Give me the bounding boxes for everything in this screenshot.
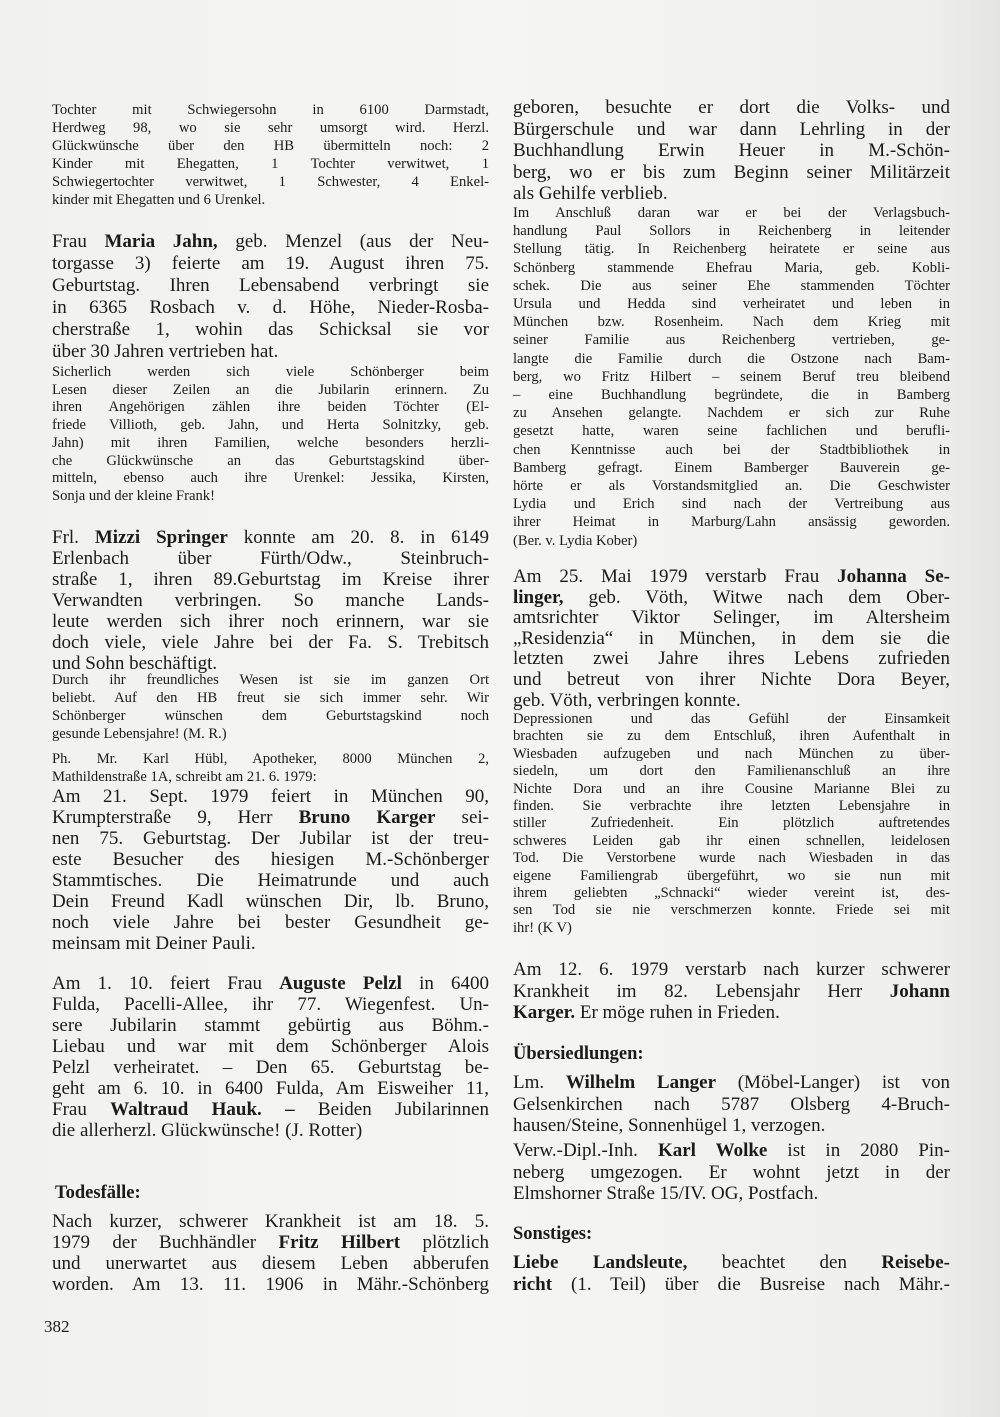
text-line	[52, 275, 489, 297]
text-line	[52, 1099, 489, 1120]
text-line	[513, 815, 950, 832]
text-segment: Verwandten verbringen. So manche Lands-	[52, 590, 489, 611]
text-line	[513, 850, 950, 867]
text-segment: ihr! (K V)	[513, 919, 572, 936]
text-segment: Nach kurzer, schwerer Krankheit ist am 18. 5.	[52, 1211, 489, 1232]
text-line	[52, 253, 489, 275]
bold-name: Johanna Se-	[837, 566, 950, 587]
text-line	[513, 422, 950, 440]
text-line	[513, 331, 950, 349]
text-segment: noch viele Jahre bei bester Gesundheit ge-	[52, 912, 489, 933]
paragraph-karl-huebl-letter	[52, 750, 489, 786]
paragraph-reisebericht-notice	[513, 1252, 950, 1295]
text-line	[52, 341, 489, 363]
text-line	[513, 763, 950, 780]
text-segment: mitteln, ebenso auch ihre Urenkel: Jessika, Kirsten,	[52, 470, 489, 487]
text-line	[52, 417, 489, 435]
text-segment: Bamberg gefragt. Einem Bamberger Bauverein ge-	[513, 459, 950, 476]
heading-sonstiges: Sonstiges:	[513, 1224, 593, 1244]
text-line	[513, 477, 950, 495]
text-line	[52, 1036, 489, 1057]
text-line	[513, 1072, 950, 1094]
text-segment: Glückwünsche über den HB übermitteln noch: 2	[52, 138, 489, 154]
text-segment: worden. Am 13. 11. 1906 in Mähr.-Schönberg	[52, 1274, 489, 1295]
text-segment: als Gehilfe verblieb.	[513, 183, 668, 204]
text-segment: und unerwartet aus diesem Leben abberufen	[52, 1253, 489, 1274]
text-segment: finden. Sie verbrachte ihre letzten Lebensjahre in	[513, 798, 950, 815]
text-segment: Jahn) mit ihren Familien, welche besonders herzli-	[52, 434, 489, 451]
text-segment: sen Tod sie nie verschmerzen konnte. Friede sei mit	[513, 902, 950, 919]
bold-name: Bruno Karger	[298, 807, 436, 828]
text-line	[513, 649, 950, 670]
text-segment: hörte er als Vorstandsmitglied an. Die Geschwister	[513, 478, 950, 495]
text-line	[52, 750, 489, 768]
text-line	[513, 204, 950, 222]
text-line	[52, 611, 489, 632]
text-segment: Buchhandlung Erwin Heuer in M.-Schön-	[513, 140, 950, 161]
text-line	[52, 231, 489, 253]
text-segment: cherstraße 1, wohin das Schicksal sie vor	[52, 319, 489, 340]
text-line	[52, 870, 489, 891]
text-line	[52, 1078, 489, 1099]
text-segment: Kinder mit Ehegatten, 1 Tochter verwitwet, 1	[52, 156, 489, 172]
text-line	[513, 798, 950, 815]
text-line	[513, 868, 950, 885]
text-segment: zu Ansehen gelangte. Nachdem er sich zur Ruhe	[513, 405, 950, 422]
text-segment: Schwiegertochter verwitwet, 1 Schwester, 4 Enkel-	[52, 174, 489, 190]
text-line	[52, 470, 489, 488]
text-segment: meinsam mit Deiner Pauli.	[52, 933, 256, 954]
text-line	[52, 319, 489, 341]
text-segment: Liebau und war mit dem Schönberger Alois	[52, 1036, 489, 1057]
text-segment: este Besucher des hiesigen M.-Schönberger	[52, 849, 489, 870]
text-segment: Fulda, Pacelli-Allee, ihr 77. Wiegenfest. Un-	[52, 994, 489, 1015]
text-line	[52, 849, 489, 870]
text-line	[513, 920, 950, 937]
text-line	[52, 155, 489, 173]
text-segment: ihrer Heimat in Marburg/Lahn ansässig geworden.	[513, 514, 950, 531]
text-line	[513, 532, 950, 550]
text-line	[52, 137, 489, 155]
text-segment: (1. Teil) über die Busreise nach Mähr.-	[552, 1273, 950, 1295]
bold-name: richt	[513, 1273, 553, 1295]
text-segment: straße 1, ihren 89.Geburtstag im Kreise ihrer	[52, 569, 489, 590]
text-segment: ist in 2080 Pin-	[767, 1140, 950, 1161]
text-line	[513, 711, 950, 728]
paragraph-mizzi-springer	[52, 527, 489, 674]
bold-name: Fritz Hilbert	[278, 1232, 401, 1253]
text-segment: Verw.-Dipl.-Inh.	[513, 1140, 658, 1161]
text-segment: stiller Zufriedenheit. Ein plötzlich auftretendes	[513, 815, 950, 832]
text-line	[513, 746, 950, 763]
text-segment: chen Kenntnisse auch bei der Stadtbibliothek in	[513, 441, 950, 458]
text-segment: „Residenzia“ in München, in dem sie die	[513, 627, 950, 649]
text-segment: handlung Paul Sollors in Reichenberg in leitender	[513, 223, 950, 240]
bold-name: Karger.	[513, 1002, 576, 1023]
text-segment: amtsrichter Viktor Selinger, im Altersheim	[513, 607, 950, 629]
text-line	[52, 1015, 489, 1036]
text-line	[513, 368, 950, 386]
text-line	[52, 435, 489, 453]
text-line	[52, 973, 489, 994]
text-segment: Krumpterstraße 9, Herr	[52, 807, 299, 828]
text-line	[513, 140, 950, 162]
paragraph-wilhelm-langer	[513, 1072, 950, 1137]
text-segment: 1979 der Buchhändler	[52, 1232, 279, 1253]
text-line	[52, 707, 489, 725]
text-segment: kinder mit Ehegatten und 6 Urenkel.	[52, 192, 266, 208]
text-segment: sei-	[435, 807, 489, 828]
text-line	[52, 191, 489, 209]
text-segment: gesetzt hatte, waren seine fachlichen und berufli-	[513, 423, 950, 440]
text-segment: Ph. Mr. Karl Hübl, Apotheker, 8000 München 2,	[52, 751, 489, 767]
text-segment: Tod. Die Verstorbene wurde nach Wiesbaden in das	[513, 850, 950, 867]
text-line	[52, 828, 489, 849]
bold-name: Maria Jahn,	[104, 231, 218, 252]
text-segment: seiner Familie aus Reichenberg vertrieben, ge-	[513, 332, 950, 349]
paragraph-johanna-selinger	[513, 567, 950, 711]
text-line	[513, 222, 950, 240]
text-line	[513, 1162, 950, 1184]
bold-name: Reisebe-	[881, 1252, 950, 1273]
text-segment: ihrem geliebten „Schnacki“ wieder vereint ist, des-	[513, 885, 950, 902]
text-line	[52, 1120, 489, 1141]
text-line	[513, 885, 950, 902]
text-line	[52, 1232, 489, 1253]
text-segment: doch viele, viele Jahre bei der Fa. S. Trebitsch	[52, 632, 489, 653]
text-line	[513, 441, 950, 459]
bold-name: Karl Wolke	[657, 1140, 768, 1161]
text-segment: Ursula und Hedda sind verheiratet und leben in	[513, 296, 950, 313]
text-line	[513, 240, 950, 258]
text-line	[513, 781, 950, 798]
text-segment: in 6365 Rosbach v. d. Höhe, Nieder-Rosba-	[52, 297, 489, 318]
text-segment: eigene Familiengrab übergeführt, wo sie nun mit	[513, 867, 950, 884]
text-line	[513, 959, 950, 981]
text-segment: friede Villioth, geb. Jahn, und Herta Solnitzky, geb.	[52, 417, 489, 434]
text-segment: (Ber. v. Lydia Kober)	[513, 532, 638, 549]
text-segment: Lesen dieser Zeilen an die Jubilarin erinnern. Zu	[52, 381, 489, 398]
text-line	[513, 350, 950, 368]
text-line	[513, 1094, 950, 1116]
text-segment: Beiden Jubilarinnen	[294, 1099, 489, 1120]
text-segment: ihren Angehörigen zählen ihre beiden Töchter (El-	[52, 399, 489, 416]
text-line	[513, 277, 950, 295]
text-line	[52, 912, 489, 933]
text-line	[513, 629, 950, 650]
text-segment: geht am 6. 10. in 6400 Fulda, Am Eisweiher 11,	[52, 1078, 489, 1099]
paragraph-johann-karger	[513, 959, 950, 1024]
text-segment: – eine Buchhandlung begründete, die in Bamberg	[513, 387, 950, 404]
text-line	[52, 807, 489, 828]
text-segment: Schönberg stammende Ehefrau Maria, geb. Kobli-	[513, 259, 950, 276]
heading-todesfaelle: Todesfälle:	[55, 1183, 141, 1203]
text-line	[52, 569, 489, 590]
text-line	[513, 162, 950, 184]
text-line	[513, 588, 950, 609]
text-segment: Schönberger wünschen dem Geburtstagskind noch	[52, 708, 489, 724]
text-segment: Am 1. 10. feiert Frau	[52, 973, 280, 994]
text-segment: berg, wo Fritz Hilbert – seinem Beruf treu bleibend	[513, 368, 950, 385]
text-segment: nen 75. Geburtstag. Der Jubilar ist der treu-	[52, 828, 489, 849]
text-segment: Frau	[52, 231, 105, 252]
text-line	[513, 97, 950, 119]
text-segment: geb. Vöth, verbringen konnte.	[513, 689, 741, 711]
bold-name: Liebe Landsleute,	[513, 1252, 688, 1273]
text-line	[52, 891, 489, 912]
text-segment: Krankheit im 82. Lebensjahr Herr	[513, 980, 890, 1002]
text-line	[52, 786, 489, 807]
text-line	[52, 173, 489, 191]
text-segment: geboren, besuchte er dort die Volks- und	[513, 97, 950, 118]
paragraph-johanna-selinger-details	[513, 711, 950, 937]
text-line	[52, 364, 489, 382]
text-segment: (Möbel-Langer) ist von	[716, 1072, 951, 1093]
text-segment: Lm.	[513, 1072, 566, 1093]
text-segment: Stammtisches. Die Heimatrunde und auch	[52, 870, 489, 891]
paragraph-fritz-hilbert	[52, 1211, 489, 1295]
text-segment: in 6400	[401, 973, 490, 994]
paragraph-family-greetings	[52, 101, 489, 209]
text-line	[52, 933, 489, 954]
text-segment: Durch ihr freundliches Wesen ist sie im ganzen Ort	[52, 672, 489, 688]
text-segment: Bürgerschule und war dann Lehrling in der	[513, 118, 950, 140]
text-segment: Pelzl verheiratet. – Den 65. Geburtstag be-	[52, 1057, 489, 1078]
text-line	[52, 1211, 489, 1232]
text-line	[513, 981, 950, 1003]
text-line	[52, 768, 489, 786]
text-segment: schek. Die aus seiner Ehe stammenden Töchter	[513, 277, 950, 294]
text-segment: gesunde Lebensjahre! (M. R.)	[52, 726, 227, 742]
text-segment: sere Jubilarin stammt gebürtig aus Böhm.-	[52, 1015, 489, 1036]
text-line	[513, 183, 950, 205]
text-segment: Depressionen und das Gefühl der Einsamkeit	[513, 711, 950, 727]
text-line	[513, 386, 950, 404]
text-segment: beliebt. Auf den HB freut sie sich immer sehr. Wir	[52, 690, 489, 706]
text-segment: Herdweg 98, wo sie sehr umsorgt wird. Herzl.	[52, 120, 489, 136]
text-segment: Mathildenstraße 1A, schreibt am 21. 6. 1979:	[52, 769, 317, 785]
text-line	[52, 548, 489, 569]
text-line	[513, 259, 950, 277]
text-line	[513, 1183, 950, 1205]
text-line	[513, 1002, 950, 1024]
text-line	[52, 297, 489, 319]
text-segment: Am 21. Sept. 1979 feiert in München 90,	[52, 786, 489, 807]
text-segment: Frl.	[52, 527, 95, 548]
text-line	[513, 691, 950, 712]
text-line	[52, 1274, 489, 1295]
text-line	[52, 590, 489, 611]
text-segment: torgasse 3) feierte am 19. August ihren 75.	[52, 253, 489, 274]
text-line	[513, 459, 950, 477]
text-line	[52, 632, 489, 653]
paragraph-bruno-karger	[52, 786, 489, 954]
paragraph-auguste-pelzl	[52, 973, 489, 1141]
text-segment: siedeln, um dort den Familienanschluß an ihre	[513, 763, 950, 780]
text-segment: Wiesbaden aufzugeben und nach München zu über-	[513, 745, 950, 762]
text-segment: letzten zwei Jahre ihres Lebens zufrieden	[513, 648, 950, 670]
text-segment: die allerherzl. Glückwünsche! (J. Rotter)	[52, 1120, 363, 1141]
text-segment: Er möge ruhen in Frieden.	[575, 1002, 780, 1023]
text-line	[52, 119, 489, 137]
text-line	[52, 382, 489, 400]
text-line	[52, 101, 489, 119]
text-line	[513, 833, 950, 850]
text-line	[513, 728, 950, 745]
text-segment: und betreut von ihrer Nichte Dora Beyer,	[513, 668, 950, 690]
text-line	[52, 671, 489, 689]
text-segment: leute werden sich ihrer noch erinnern, war sie	[52, 611, 489, 632]
text-segment: Im Anschluß daran war er bei der Verlagsbuch-	[513, 205, 950, 221]
text-line	[513, 1274, 950, 1296]
text-segment: Frau	[52, 1099, 111, 1120]
text-line	[513, 567, 950, 588]
text-line	[513, 670, 950, 691]
text-line	[513, 1140, 950, 1162]
text-segment: Am 25. Mai 1979 verstarb Frau	[513, 566, 838, 587]
text-segment: über 30 Jahren vertrieben hat.	[52, 341, 279, 362]
text-line	[52, 689, 489, 707]
text-segment: che Glückwünsche an das Geburtstagskind über-	[52, 452, 489, 469]
paragraph-fritz-hilbert-continued	[513, 97, 950, 205]
text-segment: Tochter mit Schwiegersohn in 6100 Darmstadt,	[52, 102, 489, 118]
paragraph-maria-jahn	[52, 231, 489, 363]
bold-name: Waltraud Hauk. –	[110, 1099, 295, 1120]
text-segment: Erlenbach über Fürth/Odw., Steinbruch-	[52, 548, 489, 569]
text-line	[52, 1253, 489, 1274]
text-segment: Lydia und Erich sind nach der Vertreibung aus	[513, 496, 950, 513]
text-segment: plötzlich	[400, 1232, 489, 1253]
text-line	[52, 453, 489, 471]
bold-name: Mizzi Springer	[94, 527, 228, 548]
bold-name: linger,	[513, 586, 564, 608]
bold-name: Johann	[889, 980, 950, 1002]
text-segment: Am 12. 6. 1979 verstarb nach kurzer schwerer	[513, 959, 950, 980]
text-segment: langte die Familie durch die Ostzone nach Bam-	[513, 350, 950, 367]
text-line	[52, 527, 489, 548]
text-line	[513, 404, 950, 422]
heading-uebersiedlungen: Übersiedlungen:	[513, 1044, 644, 1064]
text-segment: Gelsenkirchen nach 5787 Olsberg 4-Bruch-	[513, 1093, 950, 1115]
text-line	[513, 495, 950, 513]
text-line	[52, 994, 489, 1015]
text-segment: brachten sie zu dem Entschluß, ihren Aufenthalt in	[513, 728, 950, 745]
text-line	[52, 725, 489, 743]
text-segment: Elmshorner Straße 15/IV. OG, Postfach.	[513, 1183, 819, 1204]
text-segment: geb. Menzel (aus der Neu-	[217, 231, 489, 252]
text-line	[513, 1252, 950, 1274]
text-segment: beachtet den	[687, 1252, 882, 1273]
text-line	[52, 488, 489, 506]
text-line	[513, 902, 950, 919]
text-line	[52, 399, 489, 417]
page-number: 382	[44, 1317, 70, 1336]
text-line	[513, 119, 950, 141]
text-segment: und Sohn beschäftigt.	[52, 653, 218, 674]
text-line	[513, 608, 950, 629]
bold-name: Auguste Pelzl	[279, 973, 402, 994]
paragraph-maria-jahn-details	[52, 364, 489, 506]
bold-name: Wilhelm Langer	[565, 1072, 717, 1093]
text-line	[513, 295, 950, 313]
paragraph-karl-wolke	[513, 1140, 950, 1205]
text-segment: neberg umgezogen. Er wohnt jetzt in der	[513, 1161, 950, 1183]
text-segment: Nichte Dora und an ihre Cousine Marianne Blei zu	[513, 780, 950, 797]
paragraph-fritz-hilbert-career	[513, 204, 950, 550]
text-line	[513, 313, 950, 331]
text-line	[52, 1057, 489, 1078]
text-segment: Stellung tätig. In Reichenberg heiratete er seine aus	[513, 241, 950, 258]
paragraph-mizzi-springer-details	[52, 671, 489, 743]
text-segment: München bzw. Rosenheim. Nach dem Krieg mit	[513, 314, 950, 331]
text-segment: Sicherlich werden sich viele Schönberger beim	[52, 364, 489, 380]
text-segment: schweres Leiden gab ihr einen schnellen, leidelosen	[513, 832, 950, 849]
text-segment: geb. Vöth, Witwe nach dem Ober-	[563, 586, 950, 608]
text-segment: berg, wo er bis zum Beginn seiner Militärzeit	[513, 161, 950, 183]
text-segment: hausen/Steine, Sonnenhügel 1, verzogen.	[513, 1115, 826, 1136]
text-line	[513, 513, 950, 531]
text-segment: Geburtstag. Ihren Lebensabend verbringt sie	[52, 275, 489, 296]
text-segment: Sonja und der kleine Frank!	[52, 487, 215, 504]
text-segment: Dein Freund Kadl wünschen Dir, lb. Bruno,	[52, 891, 489, 912]
text-segment: konnte am 20. 8. in 6149	[227, 527, 489, 548]
text-line	[513, 1115, 950, 1137]
